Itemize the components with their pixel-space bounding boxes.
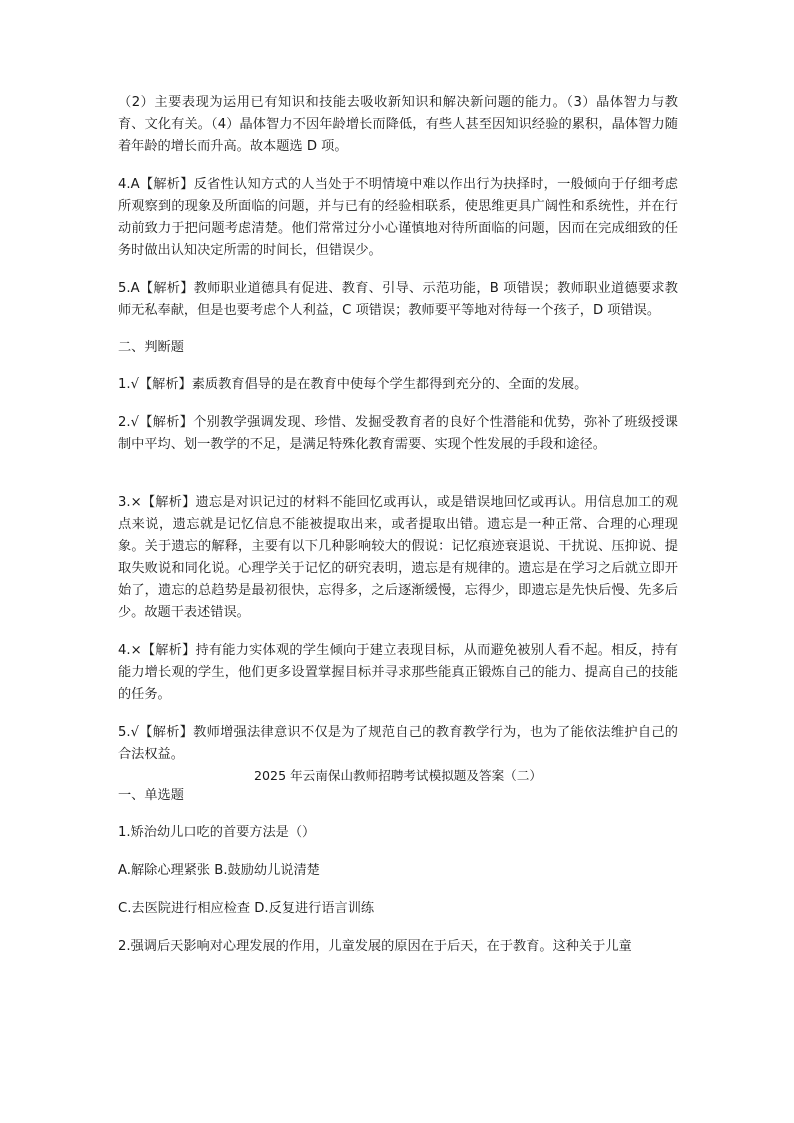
document-page	[118, 92, 678, 958]
judgement-2: 2.√【解析】个别教学强调发现、珍惜、发掘受教育者的良好个性潜能和优势，弥补了班级授课制中平均、划一教学的不足，是满足特殊化教育需要、实现个性发展的手段和途径。	[118, 415, 678, 452]
question-1-options-cd: C.去医院进行相应检查 D.反复进行语言训练	[118, 901, 375, 916]
section-heading-single-choice: 一、单选题	[118, 788, 184, 803]
paragraph-crystal-intelligence: （2）主要表现为运用已有知识和技能去吸收新知识和解决新问题的能力。（3）晶体智力与教育、文化有关。（4）晶体智力不因年龄增长而降低，有些人甚至因知识经验的累积，晶体智力随着年龄的增长而升高。故本题选 D 项。	[118, 95, 678, 154]
question-1-options-ab: A.解除心理紧张 B.鼓励幼儿说清楚	[118, 863, 320, 878]
judgement-1: 1.√【解析】素质教育倡导的是在教育中使每个学生都得到充分的、全面的发展。	[118, 377, 588, 392]
judgement-3: 3.×【解析】遗忘是对识记过的材料不能回忆或再认，或是错误地回忆或再认。用信息加工的观点来说，遗忘就是记忆信息不能被提取出来，或者提取出错。遗忘是一种正常、合理的心理现象。关于遗忘的解释，主要有以下几种影响较大的假说：记忆痕迹衰退说、干扰说、压抑说、提取失败说和同化说。心理学关于记忆的研究表明，遗忘是有规律的。遗忘是在学习之后就立即开始了，遗忘的总趋势是最初很快，忘得多，之后逐渐缓慢，忘得少，即遗忘是先快后慢、先多后少。故题干表述错误。	[118, 495, 678, 620]
judgement-5: 5.√【解析】教师增强法律意识不仅是为了规范自己的教育教学行为，也为了能依法维护自己的合法权益。	[118, 725, 678, 762]
answer-4-explanation: 4.A【解析】反省性认知方式的人当处于不明情境中难以作出行为抉择时，一般倾向于仔细考虑所观察到的现象及所面临的问题，并与已有的经验相联系，使思维更具广阔性和系统性，并在行动前致力于把问题考虑清楚。他们常常过分小心谨慎地对待所面临的问题，因而在完成细致的任务时做出认知决定所需的时间长，但错误少。	[118, 177, 678, 258]
section-heading-judgement: 二、判断题	[118, 340, 184, 355]
judgement-4: 4.×【解析】持有能力实体观的学生倾向于建立表现目标，从而避免被别人看不起。相反，持有能力增长观的学生，他们更多设置掌握目标并寻求那些能真正锻炼自己的能力、提高自己的技能的任务。	[118, 643, 678, 702]
answer-5-explanation: 5.A【解析】教师职业道德具有促进、教育、引导、示范功能，B 项错误；教师职业道德要求教师无私奉献，但是也要考虑个人利益，C 项错误；教师要平等地对待每一个孩子，D 项错误。	[118, 281, 678, 318]
question-1: 1.矫治幼儿口吃的首要方法是（）	[118, 825, 316, 840]
question-2: 2.强调后天影响对心理发展的作用，儿童发展的原因在于后天，在于教育。这种关于儿童	[118, 939, 632, 954]
exam-title: 2025 年云南保山教师招聘考试模拟题及答案（二）	[254, 768, 542, 783]
